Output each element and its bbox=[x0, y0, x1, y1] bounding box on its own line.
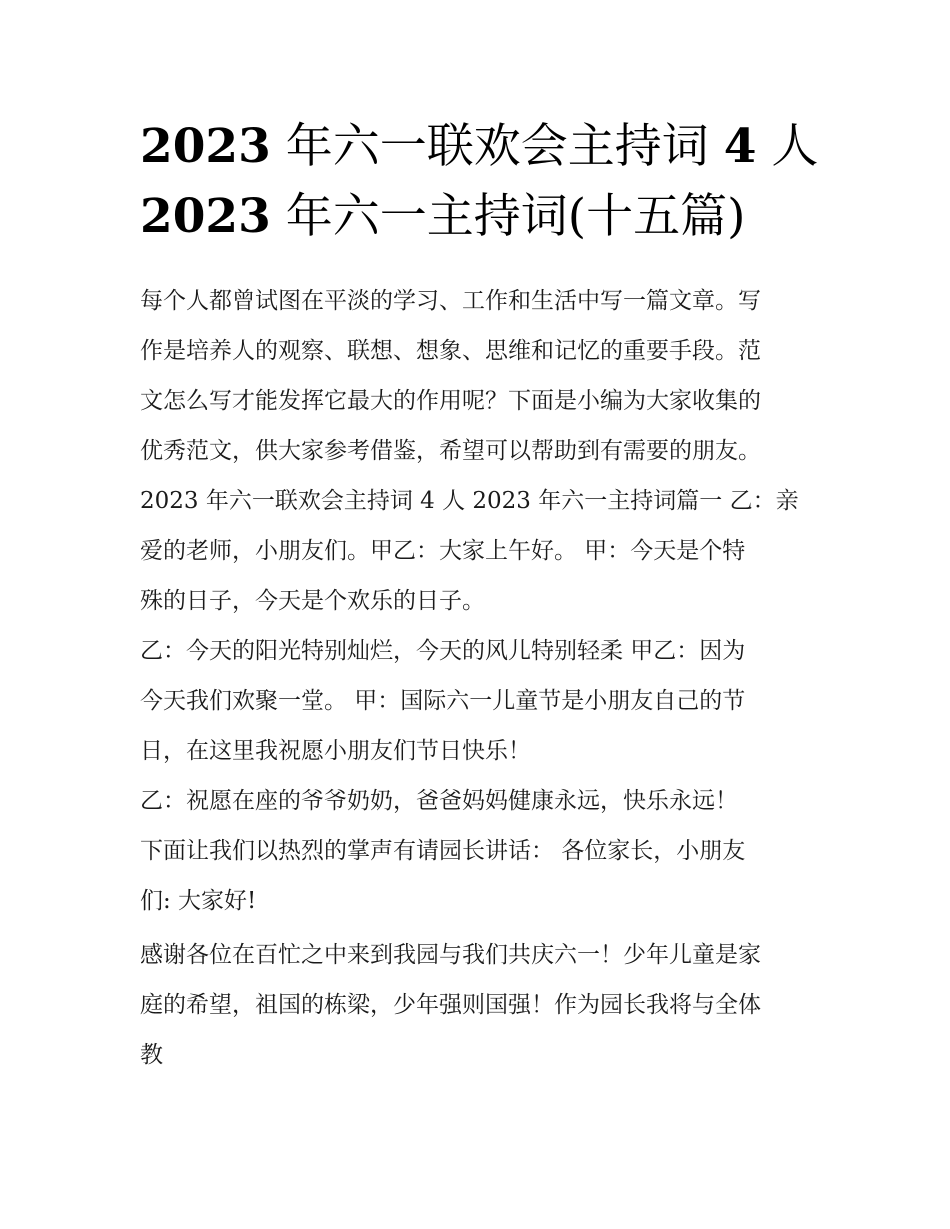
body-line: 感谢各位在百忙之中来到我园与我们共庆六一！少年儿童是家 bbox=[140, 942, 761, 968]
body-line: 殊的日子，今天是个欢乐的日子。 bbox=[140, 588, 485, 614]
body-line: 乙：祝愿在座的爷爷奶奶，爸爸妈妈健康永远，快乐永远！ bbox=[140, 788, 738, 814]
body-line: 日，在这里我祝愿小朋友们节日快乐！ bbox=[140, 738, 531, 764]
document-title-line-2 bbox=[140, 182, 840, 252]
title-year: 2023 bbox=[140, 119, 271, 174]
body-line: 下面让我们以热烈的掌声有请园长讲话： 各位家长，小朋友 bbox=[140, 838, 746, 864]
body-line: 作是培养人的观察、联想、想象、思维和记忆的重要手段。范 bbox=[140, 338, 761, 364]
body-line: 教 bbox=[140, 1042, 163, 1068]
title-year-2: 2023 bbox=[140, 189, 271, 244]
body-line: 文怎么写才能发挥它最大的作用呢？下面是小编为大家收集的 bbox=[140, 388, 761, 414]
body-line: 每个人都曾试图在平淡的学习、工作和生活中写一篇文章。写 bbox=[140, 288, 761, 314]
title-tail: 人 bbox=[771, 119, 819, 174]
body-line: 今天我们欢聚一堂。 甲：国际六一儿童节是小朋友自己的节 bbox=[140, 688, 746, 714]
title-count: 4 bbox=[723, 119, 757, 174]
title-text-2: 年六一主持词(十五篇) bbox=[285, 189, 746, 244]
body-line: 2023 年六一联欢会主持词 4 人 2023 年六一主持词篇一 乙：亲 bbox=[140, 488, 799, 514]
body-line: 庭的希望，祖国的栋梁，少年强则国强！作为园长我将与全体 bbox=[140, 992, 761, 1018]
body-line: 们: 大家好! bbox=[140, 888, 257, 914]
document-title-line-1 bbox=[140, 112, 840, 182]
body-line: 优秀范文，供大家参考借鉴，希望可以帮助到有需要的朋友。 bbox=[140, 438, 761, 464]
body-line: 爱的老师，小朋友们。甲乙：大家上午好。 甲：今天是个特 bbox=[140, 538, 746, 564]
title-text: 年六一联欢会主持词 bbox=[285, 119, 709, 174]
body-line: 乙：今天的阳光特别灿烂，今天的风儿特别轻柔 甲乙：因为 bbox=[140, 638, 746, 664]
